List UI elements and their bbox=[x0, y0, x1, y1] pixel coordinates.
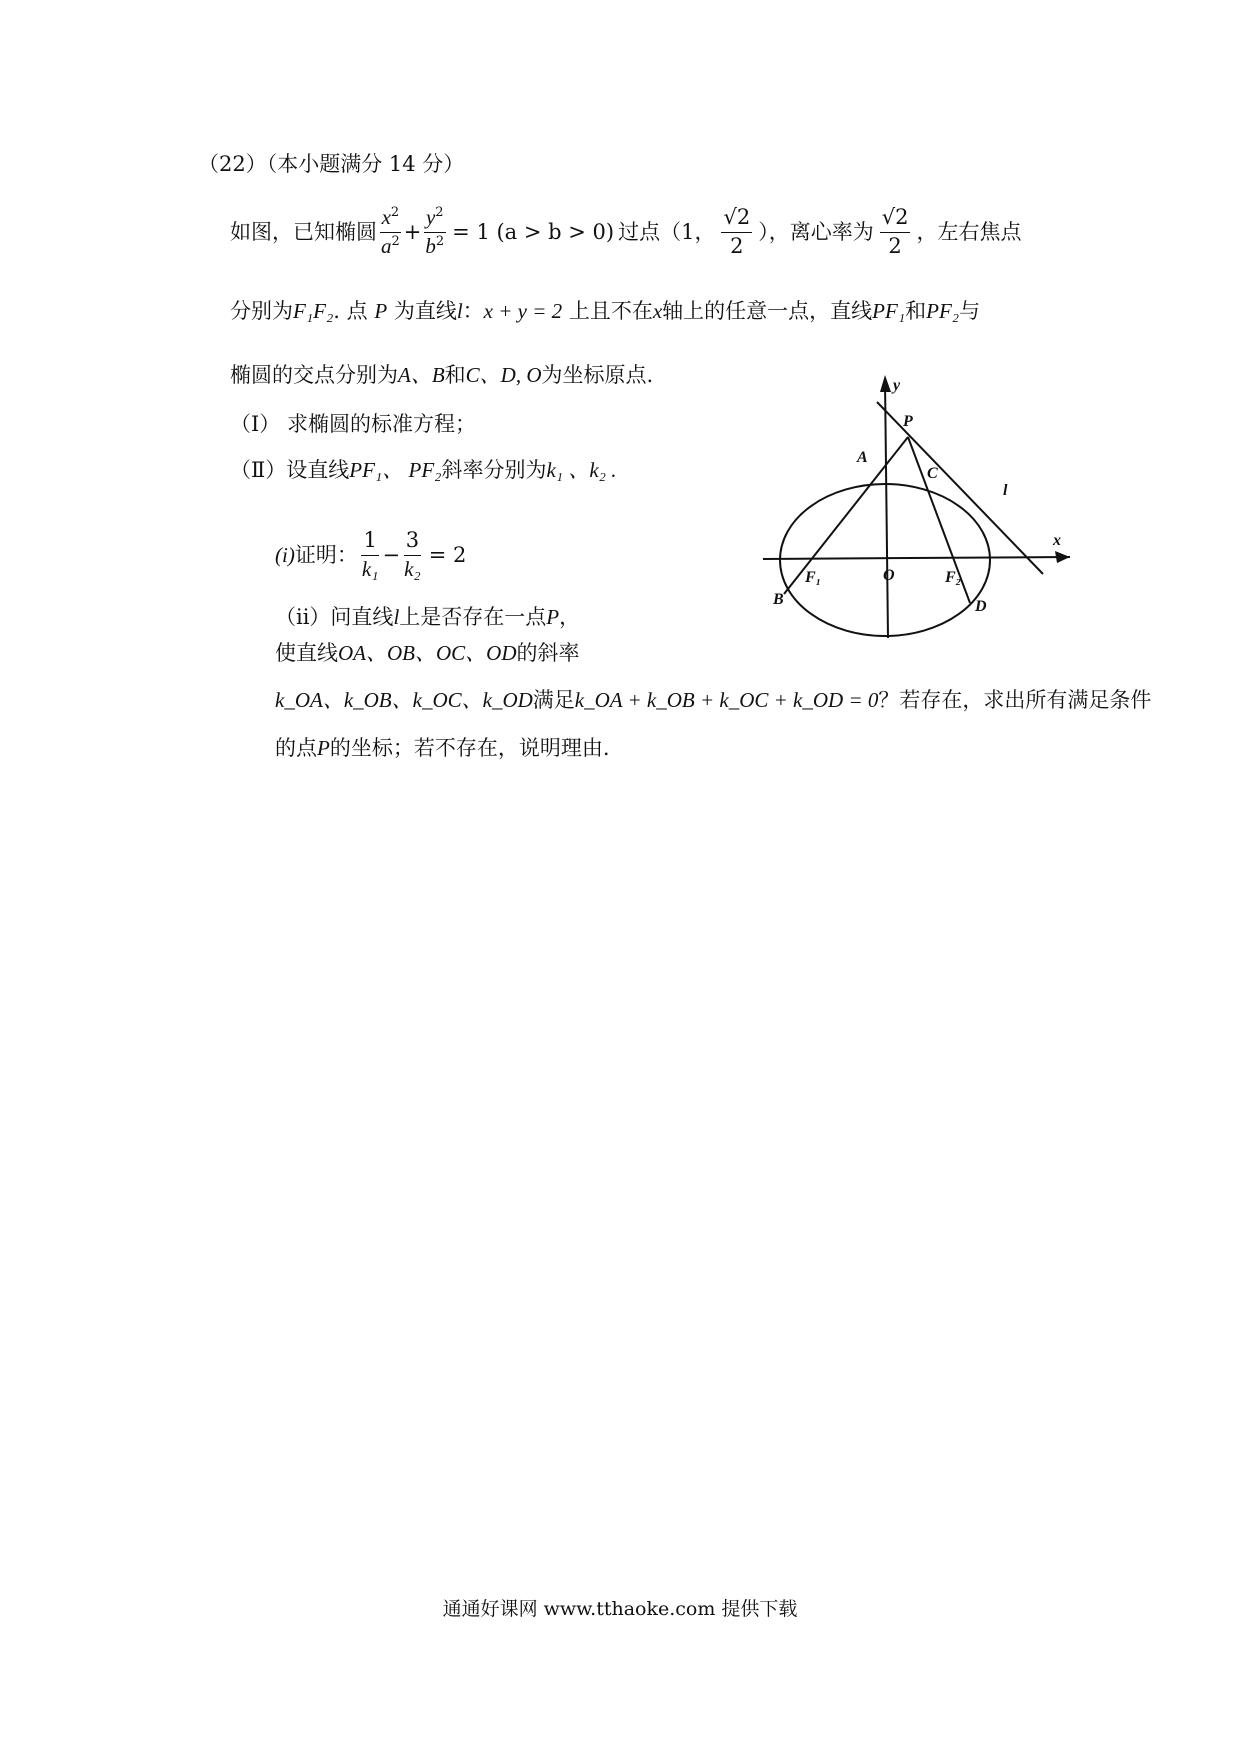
label-O: O bbox=[883, 567, 895, 584]
y-axis-arrow bbox=[880, 375, 891, 392]
part-1: （Ⅰ） 求椭圆的标准方程； bbox=[230, 412, 476, 436]
ellipse-rhs: = 1 (a > b > 0) bbox=[452, 219, 615, 244]
label-D: D bbox=[975, 598, 987, 615]
fraction-y2-b2: $\frac{y^2}{b^2}$ bbox=[425, 205, 445, 258]
ellipse-figure bbox=[755, 370, 1075, 650]
sub-part-ii: （ⅱ）问直线l上是否存在一点P， bbox=[275, 605, 581, 629]
line-l bbox=[877, 402, 1043, 574]
problem-header: （22）（本小题满分 14 分） bbox=[198, 152, 465, 176]
label-y: y bbox=[893, 377, 901, 394]
sub-part-i: (i) 证明： $\frac{1}{\text{k₁}}$ − $\frac{3}{\text{k₂}}$ = 2 bbox=[275, 528, 467, 581]
page-footer: 通通好课网 www.tthaoke.com 提供下载 bbox=[442, 1598, 798, 1620]
fraction-sqrt2-over-2-ecc: $\frac{√2}{2}$ bbox=[881, 205, 909, 258]
problem-line-3: 椭圆的交点分别为A、B和C、D, O为坐标原点. bbox=[230, 363, 654, 387]
label-B: B bbox=[773, 591, 784, 608]
y-axis bbox=[885, 380, 888, 638]
part-2: （Ⅱ）设直线PF₁、 PF₂斜率分别为k₁ 、k₂ . bbox=[230, 458, 617, 482]
x-axis bbox=[763, 557, 1070, 559]
foci-text: ，左右焦点 bbox=[916, 219, 1022, 244]
fraction-sqrt2-over-2-point: $\frac{√2}{2}$ bbox=[723, 205, 751, 258]
x-axis-arrow bbox=[1055, 551, 1070, 563]
fraction-1-over-k1: $\frac{1}{\text{k₁}}$ bbox=[361, 528, 379, 581]
plus-sign: + bbox=[403, 219, 422, 244]
passes-text: 过点（1， bbox=[618, 219, 716, 244]
label-A: A bbox=[857, 449, 868, 466]
eccentricity-text: ），离心率为 bbox=[758, 219, 874, 244]
sub-part-ii-line-3: k_OA、k_OB、k_OC、k_OD满足k_OA + k_OB + k_OC + k_OD = 0？若存在，求出所有满足条件 bbox=[275, 688, 1152, 712]
sub-part-ii-line-2: 使直线OA、OB、OC、OD的斜率 bbox=[275, 641, 580, 665]
label-F1: F₁ bbox=[805, 569, 822, 586]
label-C: C bbox=[927, 465, 938, 482]
label-l: l bbox=[1003, 482, 1008, 499]
problem-line-1 bbox=[230, 207, 1021, 257]
sub-part-ii-line-4: 的点P的坐标；若不存在，说明理由. bbox=[275, 736, 610, 760]
label-P: P bbox=[903, 413, 913, 430]
label-F2: F₂ bbox=[945, 569, 962, 586]
fraction-x2-a2: $\frac{x^2}{a^2}$ bbox=[381, 205, 400, 258]
label-x: x bbox=[1053, 532, 1061, 549]
intro-text: 如图，已知椭圆 bbox=[230, 219, 377, 244]
problem-line-2: 分别为F₁F₂. 点 P 为直线l：x + y = 2 上且不在x轴上的任意一点，直线PF₁和PF₂与 bbox=[230, 299, 981, 323]
fraction-3-over-k2: $\frac{3}{\text{k₂}}$ bbox=[404, 528, 421, 581]
